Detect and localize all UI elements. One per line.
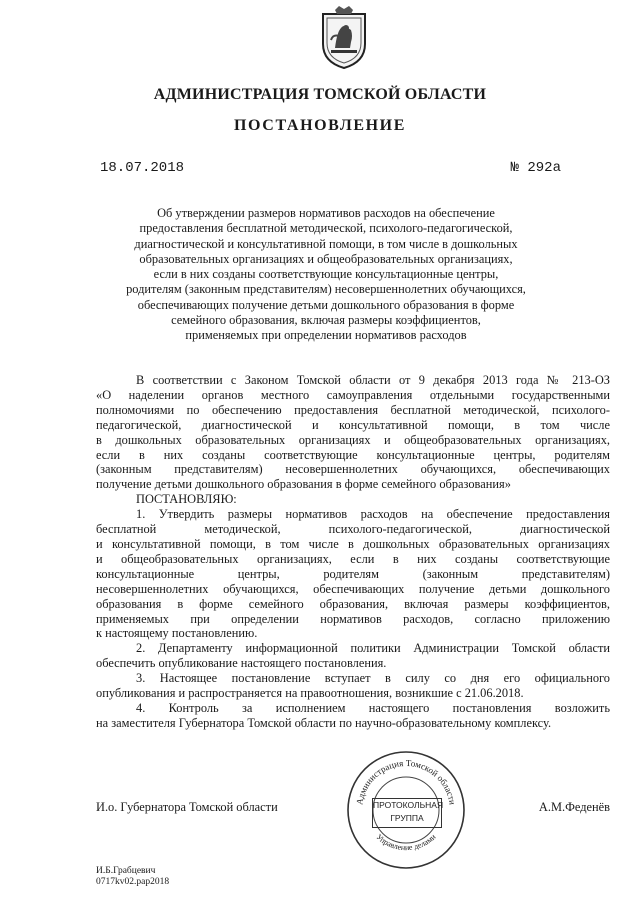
stamp-center-line: ГРУППА [390, 813, 424, 823]
preamble-line: (законным представителям) несовершеннолетних обучающихся, обеспечивающих [96, 462, 610, 477]
item1-line: применяемых при определении нормативов расходов, согласно приложению [96, 611, 610, 626]
item1-line: и общеобразовательных организациях, если в них созданы соответствующие [96, 551, 610, 566]
performer-name: И.Б.Грабцевич [96, 866, 156, 876]
document-number: № 292а [510, 160, 561, 176]
stamp-arc-top: Администрация Томской области [354, 757, 458, 806]
subject-line: образовательных организациях и общеобразовательных организациях, [139, 251, 513, 266]
signatory-title: И.о. Губернатора Томской области [96, 800, 278, 814]
item1-line: консультационные центры, родителям (законным представителям) [96, 566, 610, 581]
preamble-line: педагогической, диагностической и консультативной помощи, в том числе [96, 417, 610, 432]
item3-line: 3. Настоящее постановление вступает в силу со дня его официального [136, 671, 610, 686]
document-subject [94, 206, 558, 344]
item4-line: 4. Контроль за исполнением настоящего постановления возложить [136, 700, 610, 715]
subject-line: родителям (законным представителям) несовершеннолетних обучающихся, [126, 282, 526, 297]
stamp-arc-bottom: Управление делами [374, 832, 438, 853]
document-type: ПОСТАНОВЛЕНИЕ [234, 117, 406, 134]
item2-line: 2. Департаменту информационной политики Администрации Томской области [136, 641, 610, 656]
subject-line: семейного образования, включая размеры коэффициентов, [171, 313, 481, 328]
item4-line: на заместителя Губернатора Томской области по научно-образовательному комплексу. [96, 715, 552, 730]
subject-line: обеспечивающих получение детьми дошкольного образования в форме [137, 297, 515, 312]
item1-line: 1. Утвердить размеры нормативов расходов на обеспечение предоставления [136, 507, 610, 522]
preamble-line: «О наделении органов местного самоуправления отдельными государственными [96, 387, 610, 402]
preamble-line: если в них созданы соответствующие консультационные центры, родителям [96, 447, 610, 462]
stamp-center-label [372, 798, 442, 828]
subject-line: предоставления бесплатной методической, психолого-педагогической, [139, 221, 513, 236]
preamble-line: полномочиями по обеспечению предоставления бесплатной методической, психолого- [96, 402, 610, 417]
coat-of-arms-emblem [317, 6, 371, 70]
subject-line: Об утверждении размеров нормативов расходов на обеспечение [157, 206, 495, 220]
subject-line: диагностической и консультативной помощи, в том числе в дошкольных [134, 236, 518, 251]
item1-line: бесплатной методической, психолого-педагогической, диагностической [96, 522, 610, 537]
item3-line: опубликования и распространяется на правоотношения, возникшие с 21.06.2018. [96, 686, 524, 701]
subject-line: если в них созданы соответствующие консультационные центры, [153, 267, 499, 282]
item1-line: и консультативной помощи, в том числе в дошкольных образовательных организациях [96, 536, 610, 551]
document-date: 18.07.2018 [100, 160, 185, 176]
preamble-line: получение детьми дошкольного образования в форме семейного образования» [96, 477, 511, 492]
performer-block [96, 866, 169, 888]
signatory-name: А.М.Феденёв [538, 800, 610, 814]
stamp-center-line: ПРОТОКОЛЬНАЯ [373, 800, 444, 810]
preamble-line: в дошкольных образовательных организациях и общеобразовательных организациях, [96, 432, 610, 447]
organization-title: АДМИНИСТРАЦИЯ ТОМСКОЙ ОБЛАСТИ [153, 86, 487, 103]
resolve-heading: ПОСТАНОВЛЯЮ: [136, 492, 237, 507]
coat-of-arms-icon [317, 6, 371, 70]
item1-line: образования в форме семейного образования, включая размеры коэффициентов, [96, 596, 610, 611]
document-body [96, 373, 610, 731]
item1-line: к настоящему постановлению. [96, 626, 258, 641]
preamble-line: В соответствии с Законом Томской области от 9 декабря 2013 года № 213-ОЗ [136, 373, 610, 387]
subject-line: применяемых при определении нормативов расходов [185, 328, 467, 343]
item2-line: обеспечить опубликование настоящего постановления. [96, 656, 387, 671]
performer-file-ref: 0717kv02.pap2018 [96, 877, 170, 887]
item1-line: несовершеннолетних обучающихся, обеспечивающих получение детьми дошкольного [96, 581, 610, 596]
